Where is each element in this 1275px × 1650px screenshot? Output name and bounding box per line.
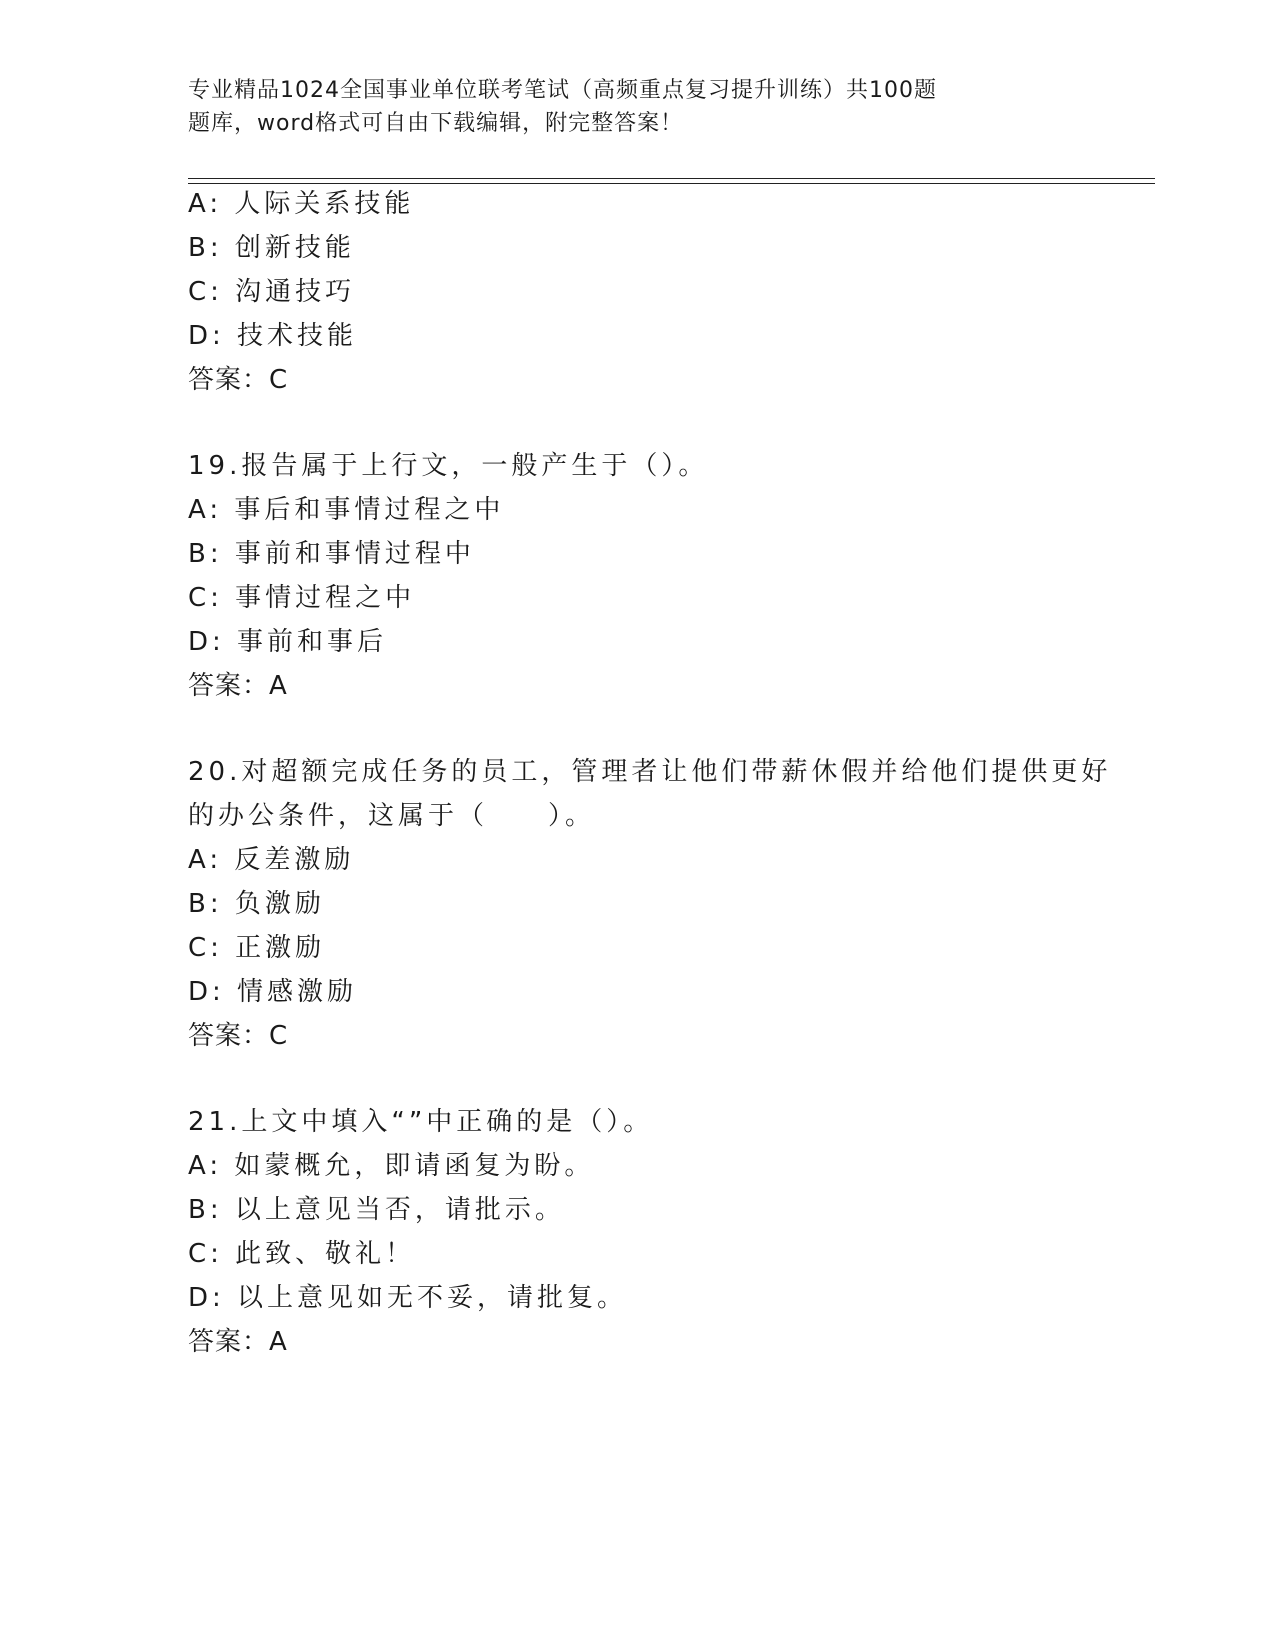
- q18-option-b: B: 创新技能: [188, 233, 355, 263]
- q20-stem-line-1: 20.对超额完成任务的员工，管理者让他们带薪休假并给他们提供更好: [188, 757, 1112, 787]
- q20-option-d: D: 情感激励: [188, 977, 358, 1007]
- q20-stem-line-2: 的办公条件，这属于（ ）。: [188, 801, 596, 831]
- q19-option-c: C: 事情过程之中: [188, 583, 416, 613]
- q20-option-b: B: 负激励: [188, 889, 325, 919]
- header-line-1: 专业精品1024全国事业单位联考笔试（高频重点复习提升训练）共100题: [188, 78, 937, 103]
- q20-answer: 答案：C: [188, 1021, 289, 1051]
- q19-option-d: D: 事前和事后: [188, 627, 388, 657]
- document-header: [188, 74, 1018, 140]
- q21-answer: 答案：A: [188, 1327, 288, 1357]
- q20-option-c: C: 正激励: [188, 933, 326, 963]
- q19-option-a: A: 事后和事情过程之中: [188, 495, 505, 525]
- q20-option-a: A: 反差激励: [188, 845, 355, 875]
- header-line-2: 题库，word格式可自由下载编辑，附完整答案！: [188, 111, 684, 136]
- q21-option-a: A: 如蒙概允，即请函复为盼。: [188, 1151, 595, 1181]
- q19-option-b: B: 事前和事情过程中: [188, 539, 475, 569]
- q18-answer: 答案：C: [188, 365, 289, 395]
- q21-option-d: D: 以上意见如无不妥，请批复。: [188, 1283, 628, 1313]
- header-divider-top: [188, 178, 1155, 179]
- q18-option-d: D: 技术技能: [188, 321, 358, 351]
- header-divider-bottom: [188, 183, 1155, 184]
- q19-answer: 答案：A: [188, 671, 288, 701]
- q21-option-b: B: 以上意见当否，请批示。: [188, 1195, 565, 1225]
- q18-option-a: A: 人际关系技能: [188, 189, 415, 219]
- q18-option-c: C: 沟通技巧: [188, 277, 356, 307]
- q21-option-c: C: 此致、敬礼！: [188, 1239, 416, 1269]
- q21-stem: 21.上文中填入“”中正确的是（）。: [188, 1107, 654, 1137]
- q19-stem: 19.报告属于上行文，一般产生于（）。: [188, 451, 709, 481]
